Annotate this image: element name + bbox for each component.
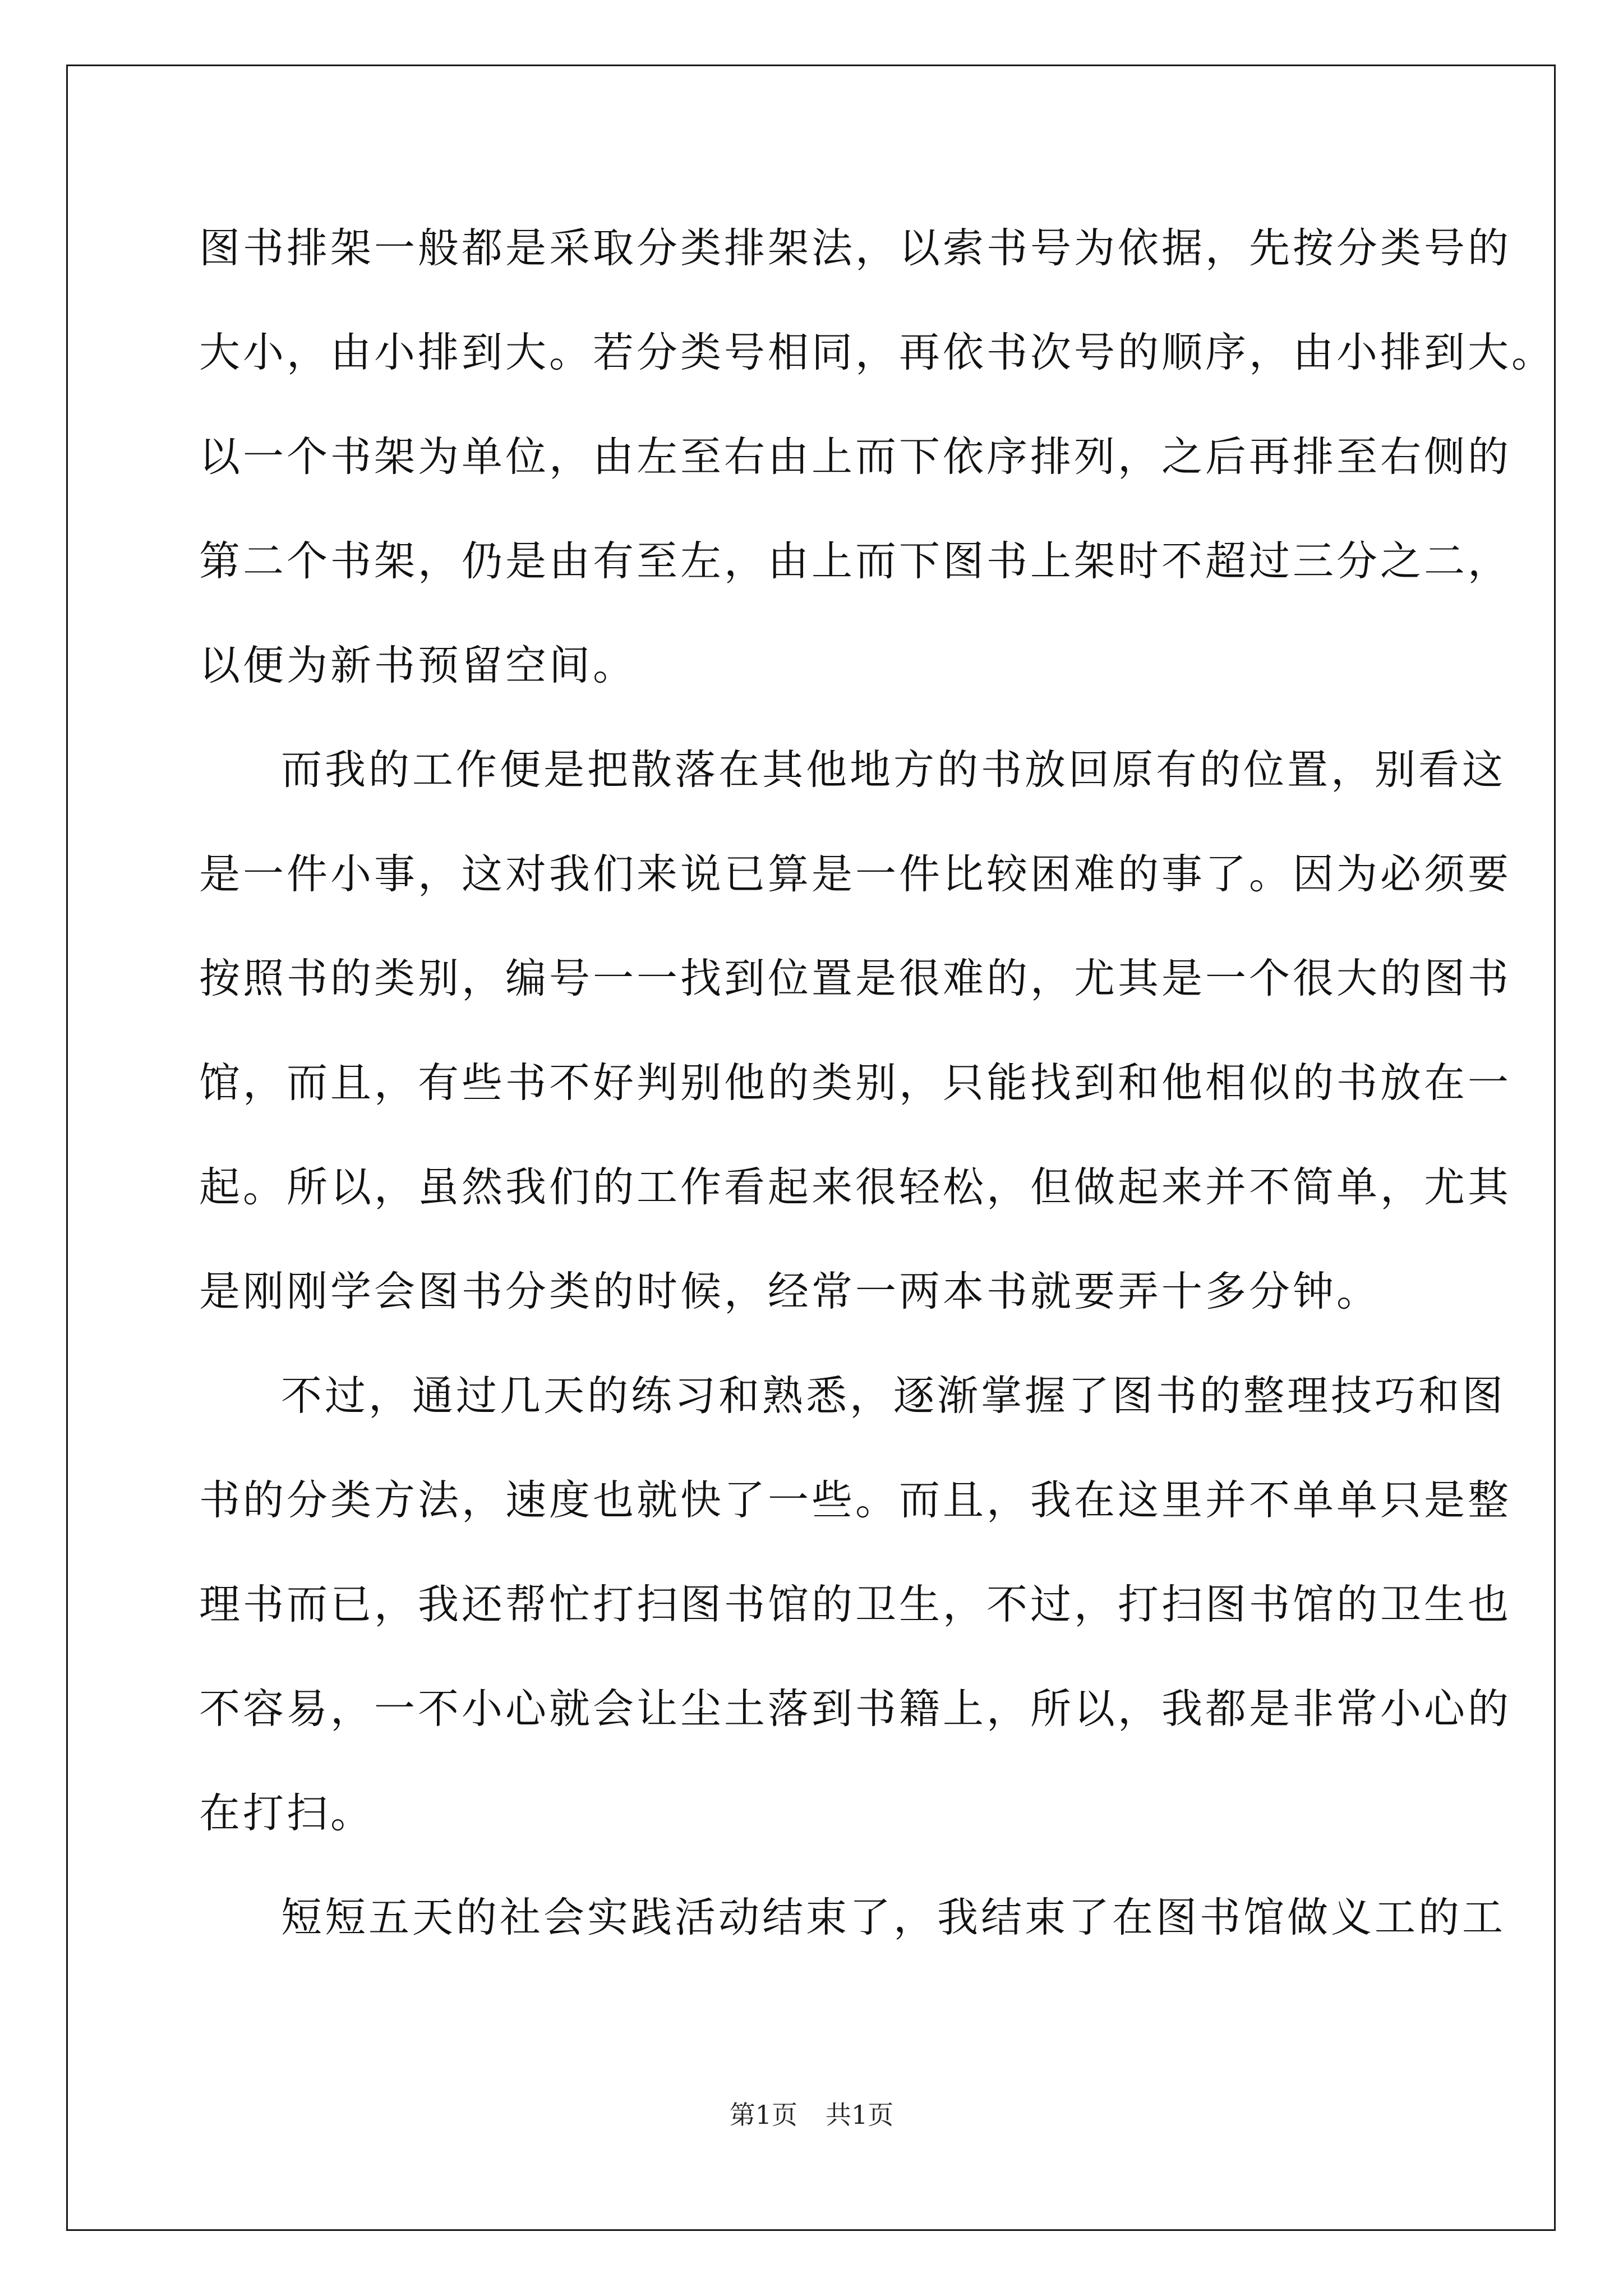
text-line: 是刚刚学会图书分类的时候，经常一两本书就要弄十多分钟。: [199, 1268, 1380, 1315]
paragraph: [199, 215, 1555, 737]
text-line: 不过，通过几天的练习和熟悉，逐渐掌握了图书的整理技巧和图: [281, 1372, 1506, 1420]
text-line: 以便为新书预留空间。: [199, 642, 637, 689]
text-line: 短短五天的社会实践活动结束了，我结束了在图书馆做义工的工: [281, 1894, 1506, 1941]
page-footer: [0, 2098, 1623, 2132]
paragraph: [199, 737, 1511, 1363]
paragraph: [199, 1363, 1511, 1884]
page-number-total: 共1页: [826, 2100, 894, 2130]
text-line: 而我的工作便是把散落在其他地方的书放回原有的位置，别看这: [281, 746, 1506, 794]
text-line: 起。所以，虽然我们的工作看起来很轻松，但做起来并不简单，尤其: [199, 1163, 1511, 1211]
text-line: 第二个书架，仍是由有至左，由上而下图书上架时不超过三分之二，: [199, 537, 1511, 585]
text-line: 不容易，一不小心就会让尘土落到书籍上，所以，我都是非常小心的: [199, 1685, 1511, 1733]
page-number-current: 第1页: [729, 2100, 797, 2130]
text-line: 图书排架一般都是采取分类排架法，以索书号为依据，先按分类号的: [199, 224, 1511, 272]
paragraph: [199, 1884, 1506, 1989]
text-line: 馆，而且，有些书不好判别他的类别，只能找到和他相似的书放在一: [199, 1059, 1511, 1107]
text-line: 是一件小事，这对我们来说已算是一件比较困难的事了。因为必须要: [199, 850, 1511, 898]
text-line: 书的分类方法，速度也就快了一些。而且，我在这里并不单单只是整: [199, 1476, 1511, 1524]
text-line: 在打扫。: [199, 1789, 374, 1837]
text-line: 理书而已，我还帮忙打扫图书馆的卫生，不过，打扫图书馆的卫生也: [199, 1581, 1511, 1628]
text-line: 按照书的类别，编号一一找到位置是很难的，尤其是一个很大的图书: [199, 955, 1511, 1002]
document-body: [199, 215, 1555, 1989]
text-line: 大小，由小排到大。若分类号相同，再依书次号的顺序，由小排到大。: [199, 329, 1555, 376]
text-line: 以一个书架为单位，由左至右由上而下依序排列，之后再排至右侧的: [199, 433, 1511, 481]
